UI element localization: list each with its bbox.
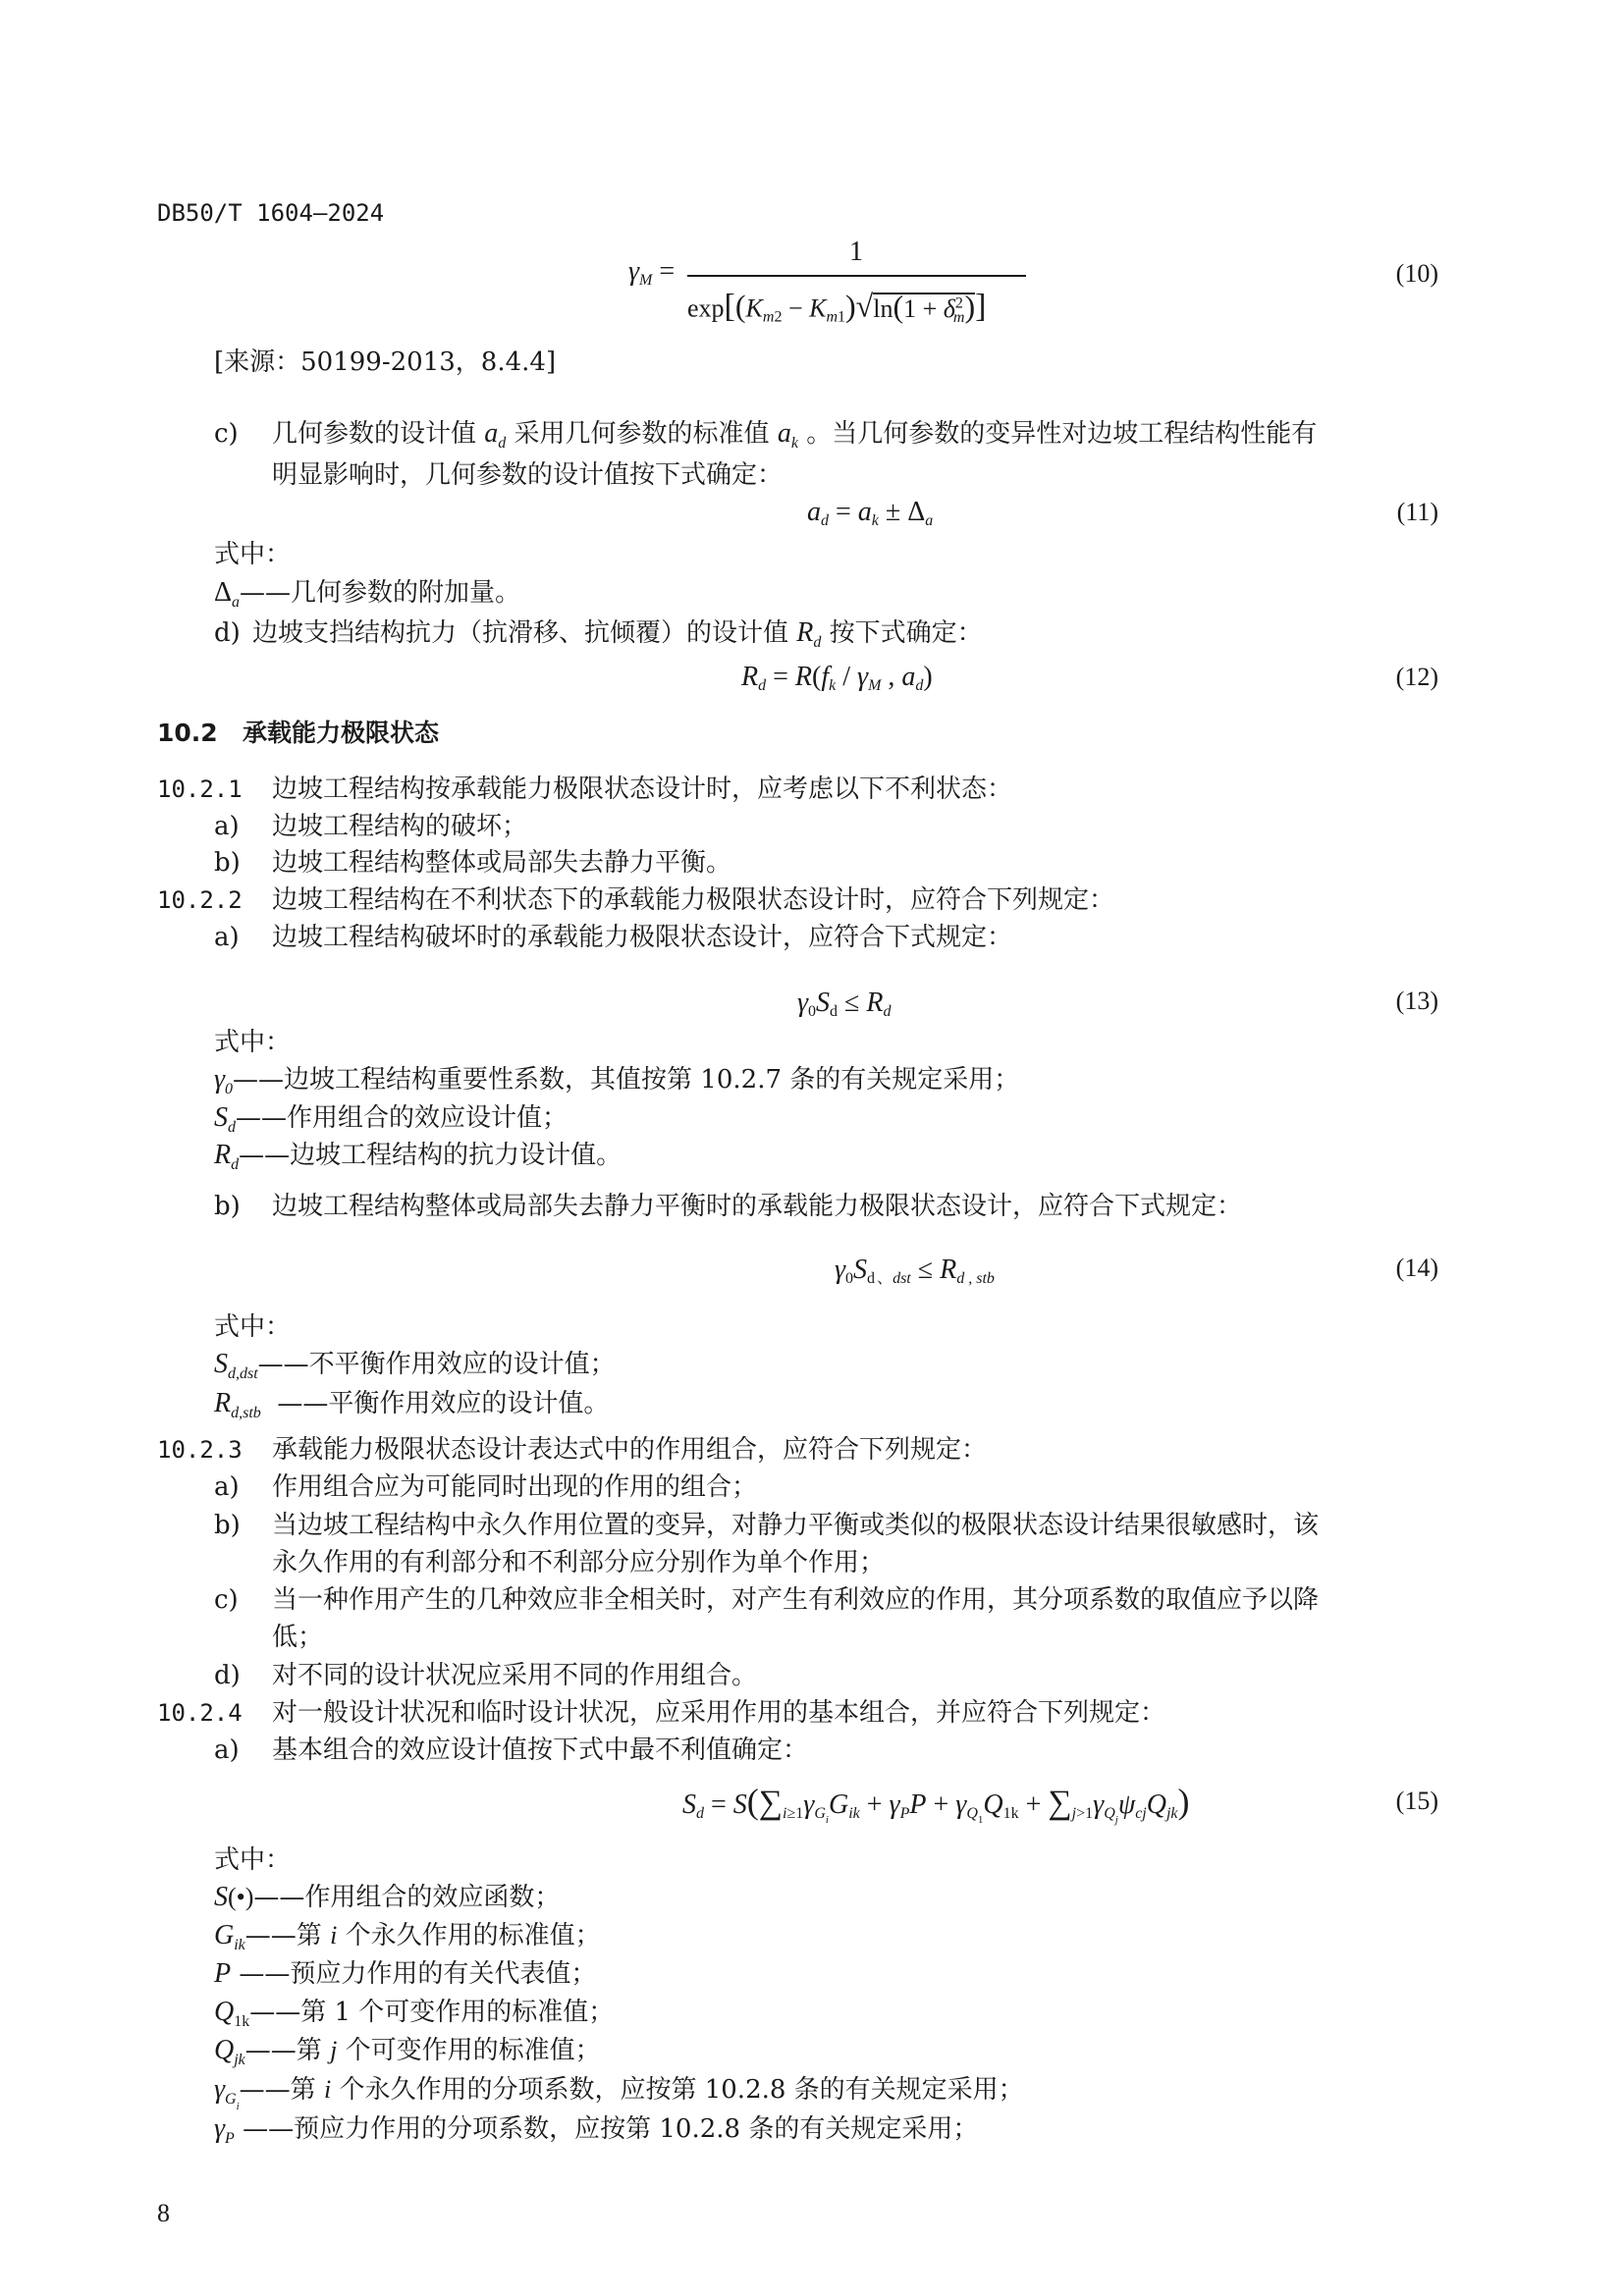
clause-10-2-3-d-text: 对不同的设计状况应采用不同的作用组合。: [272, 1661, 758, 1690]
where-label-4: 式中：: [214, 1845, 292, 1875]
clause-10-2-1-a-label: a): [214, 812, 240, 841]
clause-10-2-4-a-label: a): [214, 1735, 240, 1765]
formula-13: $\gamma_0S_d \le R_d$: [797, 988, 892, 1020]
def-sd: $S_d——$作用组合的效应设计值；: [214, 1102, 568, 1136]
clause-10-2-3-number: 10.2.3: [157, 1436, 243, 1464]
clause-10-2-1-b-text: 边坡工程结构整体或局部失去静力平衡。: [272, 848, 732, 878]
def-q1k: $Q_{1k}——$第 1 个可变作用的标准值；: [214, 1997, 615, 2030]
formula-10-numerator: 1: [849, 237, 863, 267]
clause-10-2-1-number: 10.2.1: [157, 775, 243, 803]
source-citation: [来源：50199-2013，8.4.4]: [214, 347, 557, 377]
def-sdst-text: ——不平衡作用效应的设计值；: [257, 1350, 616, 1379]
fraction-bar: [687, 275, 1026, 277]
def-q1k-text: ——第 1 个可变作用的标准值；: [249, 1998, 615, 2027]
def-p: P ——预应力作用的有关代表值；: [214, 1958, 597, 1989]
item-c-line1: 几何参数的设计值 $a_d$ 采用几何参数的标准值 $a_k$ 。当几何参数的变异性对边坡工程结构性能有: [272, 418, 1318, 452]
def-qjk: $Q_{jk}——$第 j 个可变作用的标准值；: [214, 2035, 601, 2068]
item-c-text-b: 采用几何参数的标准值: [514, 419, 770, 449]
where-label-1: 式中：: [214, 540, 292, 569]
item-c-text-c: 。当几何参数的变异性对边坡工程结构性能有: [806, 419, 1318, 449]
clause-10-2-3-b-text1: 当边坡工程结构中永久作用位置的变异，对静力平衡或类似的极限状态设计结果很敏感时，该: [272, 1511, 1320, 1540]
clause-10-2-3-a-label: a): [214, 1472, 240, 1502]
def-s-function-text: ——作用组合的效应函数；: [253, 1883, 561, 1912]
formula-10-number: (10): [1395, 259, 1438, 288]
def-qjk-text: ——第: [244, 2036, 322, 2065]
formula-15: $S_d = S(\sum_{i\ge 1}\gamma_{G_i}G_{ik} + \gamma_PP + \gamma_{Q_1}Q_{1k} + \sum_{j>1}\gamma_{Q_j}\psi_{cj}Q_{jk})$: [682, 1782, 1190, 1826]
formula-14: $\gamma_0S_d$ $_{、dst} \le R_{d , stb}$: [835, 1255, 995, 1287]
def-rstb: $R_{d,stb}$ ——平衡作用效应的设计值。: [214, 1388, 610, 1421]
def-p-text: ——预应力作用的有关代表值；: [239, 1959, 597, 1989]
formula-12-number: (12): [1395, 663, 1438, 691]
clause-10-2-3-c-label: c): [214, 1585, 239, 1615]
def-sd-text: ——作用组合的效应设计值；: [236, 1103, 568, 1133]
formula-11-number: (11): [1396, 498, 1438, 526]
clause-10-2-2-b-text: 边坡工程结构整体或局部失去静力平衡时的承载能力极限状态设计，应符合下式规定：: [272, 1192, 1243, 1221]
def-rstb-text: ——平衡作用效应的设计值。: [277, 1389, 610, 1418]
def-s-function: S(•)——作用组合的效应函数；: [214, 1882, 561, 1912]
clause-10-2-4-number: 10.2.4: [157, 1699, 243, 1727]
def-rd-text: ——边坡工程结构的抗力设计值。: [239, 1141, 623, 1170]
delta-definition-text: ——几何参数的附加量。: [240, 578, 521, 608]
clause-10-2-2-number: 10.2.2: [157, 886, 243, 914]
item-c-line2: 明显影响时，几何参数的设计值按下式确定：: [272, 460, 784, 490]
def-rd: $R_d——$边坡工程结构的抗力设计值。: [214, 1140, 623, 1173]
def-gik: $G_{ik}——$第 i 个永久作用的标准值；: [214, 1920, 601, 1953]
def-qjk-text-2: 个可变作用的标准值；: [345, 2036, 601, 2065]
def-gik-text-2: 个永久作用的标准值；: [345, 1921, 601, 1950]
clause-10-2-4-text: 对一般设计状况和临时设计状况，应采用作用的基本组合，并应符合下列规定：: [272, 1698, 1166, 1728]
clause-10-2-3-b-label: b): [214, 1511, 241, 1540]
page-number: 8: [157, 2199, 170, 2227]
clause-10-2-3-a-text: 作用组合应为可能同时出现的作用的组合；: [272, 1472, 758, 1502]
clause-10-2-3-c-text2: 低；: [272, 1623, 324, 1652]
formula-12: $R_d = R(f_k / \gamma_M$ , $a_d$): [741, 662, 933, 694]
clause-10-2-3-c-text1: 当一种作用产生的几种效应非全相关时，对产生有利效应的作用，其分项系数的取值应予以降: [272, 1585, 1320, 1615]
def-gamma-p: $\gamma_P$ ——预应力作用的分项系数，应按第 10.2.8 条的有关规定采用；: [214, 2113, 979, 2147]
clause-10-2-3-d-label: d): [214, 1661, 241, 1690]
clause-10-2-2-a-label: a): [214, 923, 240, 952]
item-d-line: 边坡支挡结构抗力（抗滑移、抗倾覆）的设计值 $R_d$ 按下式确定：: [252, 617, 983, 651]
formula-11: $a_d = a_k \pm \Delta_a$: [807, 497, 934, 529]
clause-10-2-3-b-text2: 永久作用的有利部分和不利部分应分别作为单个作用；: [272, 1548, 886, 1577]
def-sdst: $S_{d,dst}——$不平衡作用效应的设计值；: [214, 1349, 616, 1382]
item-d-text-a: 边坡支挡结构抗力（抗滑移、抗倾覆）的设计值: [252, 618, 789, 648]
clause-10-2-4-a-text: 基本组合的效应设计值按下式中最不利值确定：: [272, 1735, 809, 1765]
clause-10-2-1-text: 边坡工程结构按承载能力极限状态设计时，应考虑以下不利状态：: [272, 774, 1013, 804]
def-gamma-gi-text-2: 个永久作用的分项系数，应按第 10.2.8 条的有关规定采用；: [339, 2075, 1024, 2105]
clause-10-2-1-b-label: b): [214, 848, 241, 878]
clause-10-2-2-b-label: b): [214, 1192, 241, 1221]
clause-10-2-2-a-text: 边坡工程结构破坏时的承载能力极限状态设计，应符合下式规定：: [272, 923, 1013, 952]
clause-10-2-3-text: 承载能力极限状态设计表达式中的作用组合，应符合下列规定：: [272, 1435, 988, 1465]
delta-definition: $\Delta_a——$几何参数的附加量。: [214, 577, 521, 611]
def-gamma0-text: ——边坡工程结构重要性系数，其值按第 10.2.7 条的有关规定采用；: [233, 1065, 1020, 1095]
formula-10-lhs: $\gamma_M$ =: [628, 256, 676, 289]
item-d-label: d): [214, 618, 241, 648]
item-d-text-b: 按下式确定：: [829, 618, 983, 648]
formula-14-number: (14): [1395, 1254, 1438, 1282]
formula-13-number: (13): [1395, 987, 1438, 1015]
where-label-2: 式中：: [214, 1028, 292, 1057]
def-gamma0: $\gamma_0——$边坡工程结构重要性系数，其值按第 10.2.7 条的有关规定采用；: [214, 1064, 1020, 1097]
doc-code-header: DB50/T 1604—2024: [157, 199, 385, 227]
item-c-text-a: 几何参数的设计值: [272, 419, 477, 449]
def-gamma-gi-text: ——第: [239, 2075, 316, 2105]
clause-10-2-1-a-text: 边坡工程结构的破坏；: [272, 812, 528, 841]
item-c-label: c): [214, 419, 239, 449]
where-label-3: 式中：: [214, 1312, 292, 1342]
def-gik-text: ——第: [244, 1921, 322, 1950]
def-gamma-gi: $\gamma_{G_i}——$第 i 个永久作用的分项系数，应按第 10.2.8 条的有关规定采用；: [214, 2074, 1024, 2112]
formula-15-number: (15): [1395, 1787, 1438, 1815]
section-title: 承载能力极限状态: [243, 719, 440, 747]
formula-10-denominator: $\exp[(K_{m2} - K_{m1})√\ln(1 + \delta^2_m)]$: [687, 288, 987, 326]
def-gamma-p-text: ——预应力作用的分项系数，应按第 10.2.8 条的有关规定采用；: [243, 2114, 979, 2144]
section-number: 10.2: [157, 719, 218, 747]
clause-10-2-2-text: 边坡工程结构在不利状态下的承载能力极限状态设计时，应符合下列规定：: [272, 885, 1115, 915]
